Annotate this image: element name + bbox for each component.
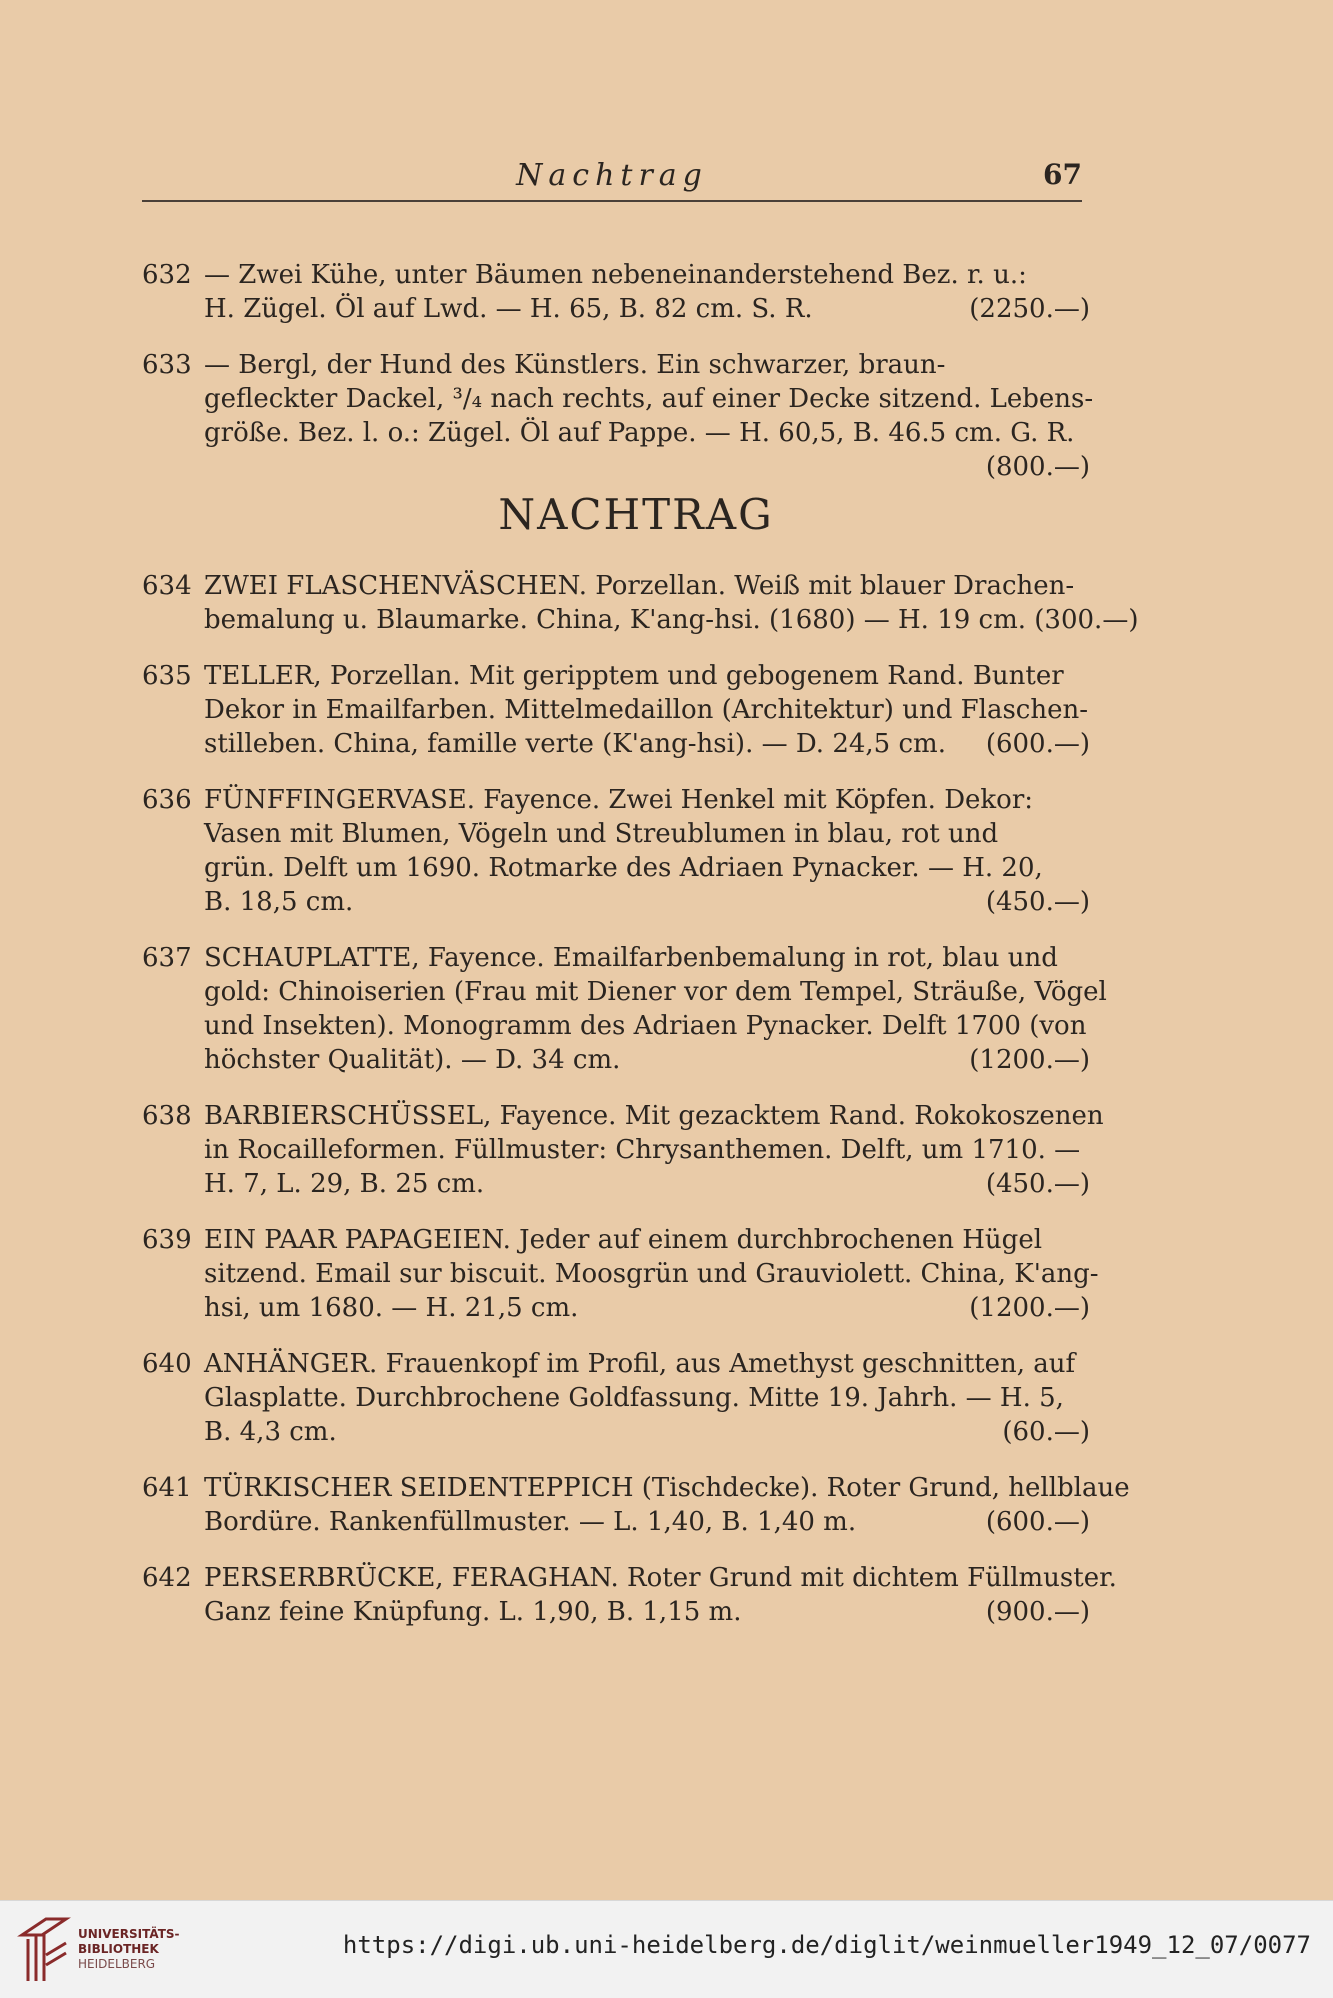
entry-price: (1200.—) [969,1045,1090,1075]
library-name-line: HEIDELBERG [78,1957,156,1971]
entry-line [142,1505,1090,1539]
entry-line [142,382,1094,416]
entry-text: PERSERBRÜCKE, FERAGHAN. Roter Grund mit dichtem Füllmuster. [204,1563,1117,1593]
entry-text: B. 18,5 cm. [204,887,354,917]
section-heading: NACHTRAG [498,490,774,539]
library-name-line: UNIVERSITÄTS- [78,1927,180,1941]
entry-text: und Insekten). Monogramm des Adriaen Pynacker. Delft 1700 (von [204,1011,1087,1041]
entry-line [142,1099,1104,1133]
entry-text: Vasen mit Blumen, Vögeln und Streublumen in blau, rot und [204,819,999,849]
entry-text: bemalung u. Blaumarke. China, K'ang-hsi. (1680) — H. 19 cm. (300.—) [204,605,1139,635]
entry-text: höchster Qualität). — D. 34 cm. [204,1045,621,1075]
entry-text: H. Zügel. Öl auf Lwd. — H. 65, B. 82 cm. S. R. [204,294,813,324]
lot-number: 638 [142,1101,192,1131]
entry-line [142,1257,1099,1291]
lot-number: 635 [142,661,192,691]
catalogue-entry [142,258,1090,326]
catalogue-entry [142,1561,1117,1629]
lot-number: 636 [142,785,192,815]
lot-number: 632 [142,260,192,290]
entry-text: in Rocailleformen. Füllmuster: Chrysanthemen. Delft, um 1710. — [204,1135,1081,1165]
entry-line [142,1009,1090,1043]
entry-line [142,1347,1090,1381]
entry-line [142,1043,1090,1077]
catalogue-entry [142,569,1139,637]
catalogue-entry [142,1471,1130,1539]
lot-number: 639 [142,1225,192,1255]
entry-line [142,1471,1130,1505]
running-title: Nachtrag [516,158,708,193]
page-header [142,148,1082,202]
entry-line [142,416,1090,450]
entry-text: Bordüre. Rankenfüllmuster. — L. 1,40, B. 1,40 m. [204,1507,857,1537]
entry-price: (600.—) [985,729,1090,759]
entry-line [142,783,1090,817]
entry-line [142,851,1090,885]
entry-line [142,1561,1117,1595]
entry-line [142,817,1090,851]
entry-text: ANHÄNGER. Frauenkopf im Profil, aus Amethyst geschnitten, auf [204,1349,1076,1379]
page-url-link[interactable]: https://digi.ub.uni-heidelberg.de/diglit/weinmueller1949_12_07/0077 [342,1931,1311,1959]
entry-price: (800.—) [985,452,1090,482]
entries-before-heading [142,258,1094,482]
entry-text: sitzend. Email sur biscuit. Moosgrün und Grauviolett. China, K'ang- [204,1259,1099,1289]
entry-line [142,348,1090,382]
lot-number: 642 [142,1563,192,1593]
entry-line [142,569,1090,603]
entry-text: Glasplatte. Durchbrochene Goldfassung. Mitte 19. Jahrh. — H. 5, [204,1383,1064,1413]
entry-text: Ganz feine Knüpfung. L. 1,90, B. 1,15 m. [204,1597,742,1627]
entry-price: (900.—) [985,1597,1090,1627]
entry-text: ZWEI FLASCHENVÄSCHEN. Porzellan. Weiß mit blauer Drachen- [204,571,1075,601]
catalogue-entry [142,941,1107,1077]
catalogue-entry [142,659,1090,761]
entry-text: B. 4,3 cm. [204,1417,337,1447]
entry-line [142,603,1139,637]
entry-text: — Bergl, der Hund des Künstlers. Ein schwarzer, braun- [204,350,946,380]
entry-line [142,727,1090,761]
lot-number: 641 [142,1473,192,1503]
entry-text: hsi, um 1680. — H. 21,5 cm. [204,1293,579,1323]
lot-number: 633 [142,350,192,380]
library-logo-icon [16,1915,72,1985]
entry-line [142,1133,1090,1167]
entry-price: (450.—) [985,1169,1090,1199]
lot-number: 634 [142,571,192,601]
viewer-footer [0,1900,1333,1998]
entry-line [142,659,1090,693]
lot-number: 637 [142,943,192,973]
catalogue-entry [142,783,1090,919]
entry-price: (600.—) [985,1507,1090,1537]
entry-text: grün. Delft um 1690. Rotmarke des Adriaen Pynacker. — H. 20, [204,853,1043,883]
entry-line [142,885,1090,919]
entries-after-heading [142,569,1139,1629]
catalogue-entry [142,1223,1099,1325]
entry-price: (1200.—) [969,1293,1090,1323]
entry-line [142,1595,1090,1629]
entry-line [142,1415,1090,1449]
entry-text: TÜRKISCHER SEIDENTEPPICH (Tischdecke). Roter Grund, hellblaue [204,1473,1130,1503]
lot-number: 640 [142,1349,192,1379]
entry-line [142,1167,1090,1201]
entry-text: gold: Chinoiserien (Frau mit Diener vor dem Tempel, Sträuße, Vögel [204,977,1107,1007]
entry-text: H. 7, L. 29, B. 25 cm. [204,1169,485,1199]
page-number: 67 [1043,158,1082,191]
entry-text: FÜNFFINGERVASE. Fayence. Zwei Henkel mit Köpfen. Dekor: [204,785,1034,815]
catalogue-entries [142,258,1139,1651]
entry-text: Dekor in Emailfarben. Mittelmedaillon (Architektur) und Flaschen- [204,695,1089,725]
entry-price: (450.—) [985,887,1090,917]
library-name-line: BIBLIOTHEK [78,1942,159,1956]
entry-line [142,292,1090,326]
entry-line [142,258,1090,292]
catalogue-entry [142,1099,1104,1201]
catalogue-entry [142,1347,1090,1449]
entry-text: SCHAUPLATTE, Fayence. Emailfarbenbemalung in rot, blau und [204,943,1058,973]
entry-line [142,975,1107,1009]
entry-line [142,1223,1090,1257]
entry-text: stilleben. China, famille verte (K'ang-hsi). — D. 24,5 cm. [204,729,946,759]
catalogue-entry [142,348,1094,482]
entry-line [142,1381,1090,1415]
entry-text: EIN PAAR PAPAGEIEN. Jeder auf einem durchbrochenen Hügel [204,1225,1043,1255]
entry-line [142,941,1090,975]
entry-line [142,1291,1090,1325]
entry-price: (2250.—) [969,294,1090,324]
entry-text: gefleckter Dackel, ³/₄ nach rechts, auf einer Decke sitzend. Lebens- [204,384,1094,414]
entry-text: BARBIERSCHÜSSEL, Fayence. Mit gezacktem Rand. Rokokoszenen [204,1101,1104,1131]
entry-price: (60.—) [1002,1417,1090,1447]
library-name [78,1927,180,1972]
entry-text: größe. Bez. l. o.: Zügel. Öl auf Pappe. — H. 60,5, B. 46.5 cm. G. R. [204,418,1075,448]
entry-text: TELLER, Porzellan. Mit geripptem und gebogenem Rand. Bunter [204,661,1064,691]
entry-line [142,693,1090,727]
entry-text: — Zwei Kühe, unter Bäumen nebeneinanderstehend Bez. r. u.: [204,260,1027,290]
